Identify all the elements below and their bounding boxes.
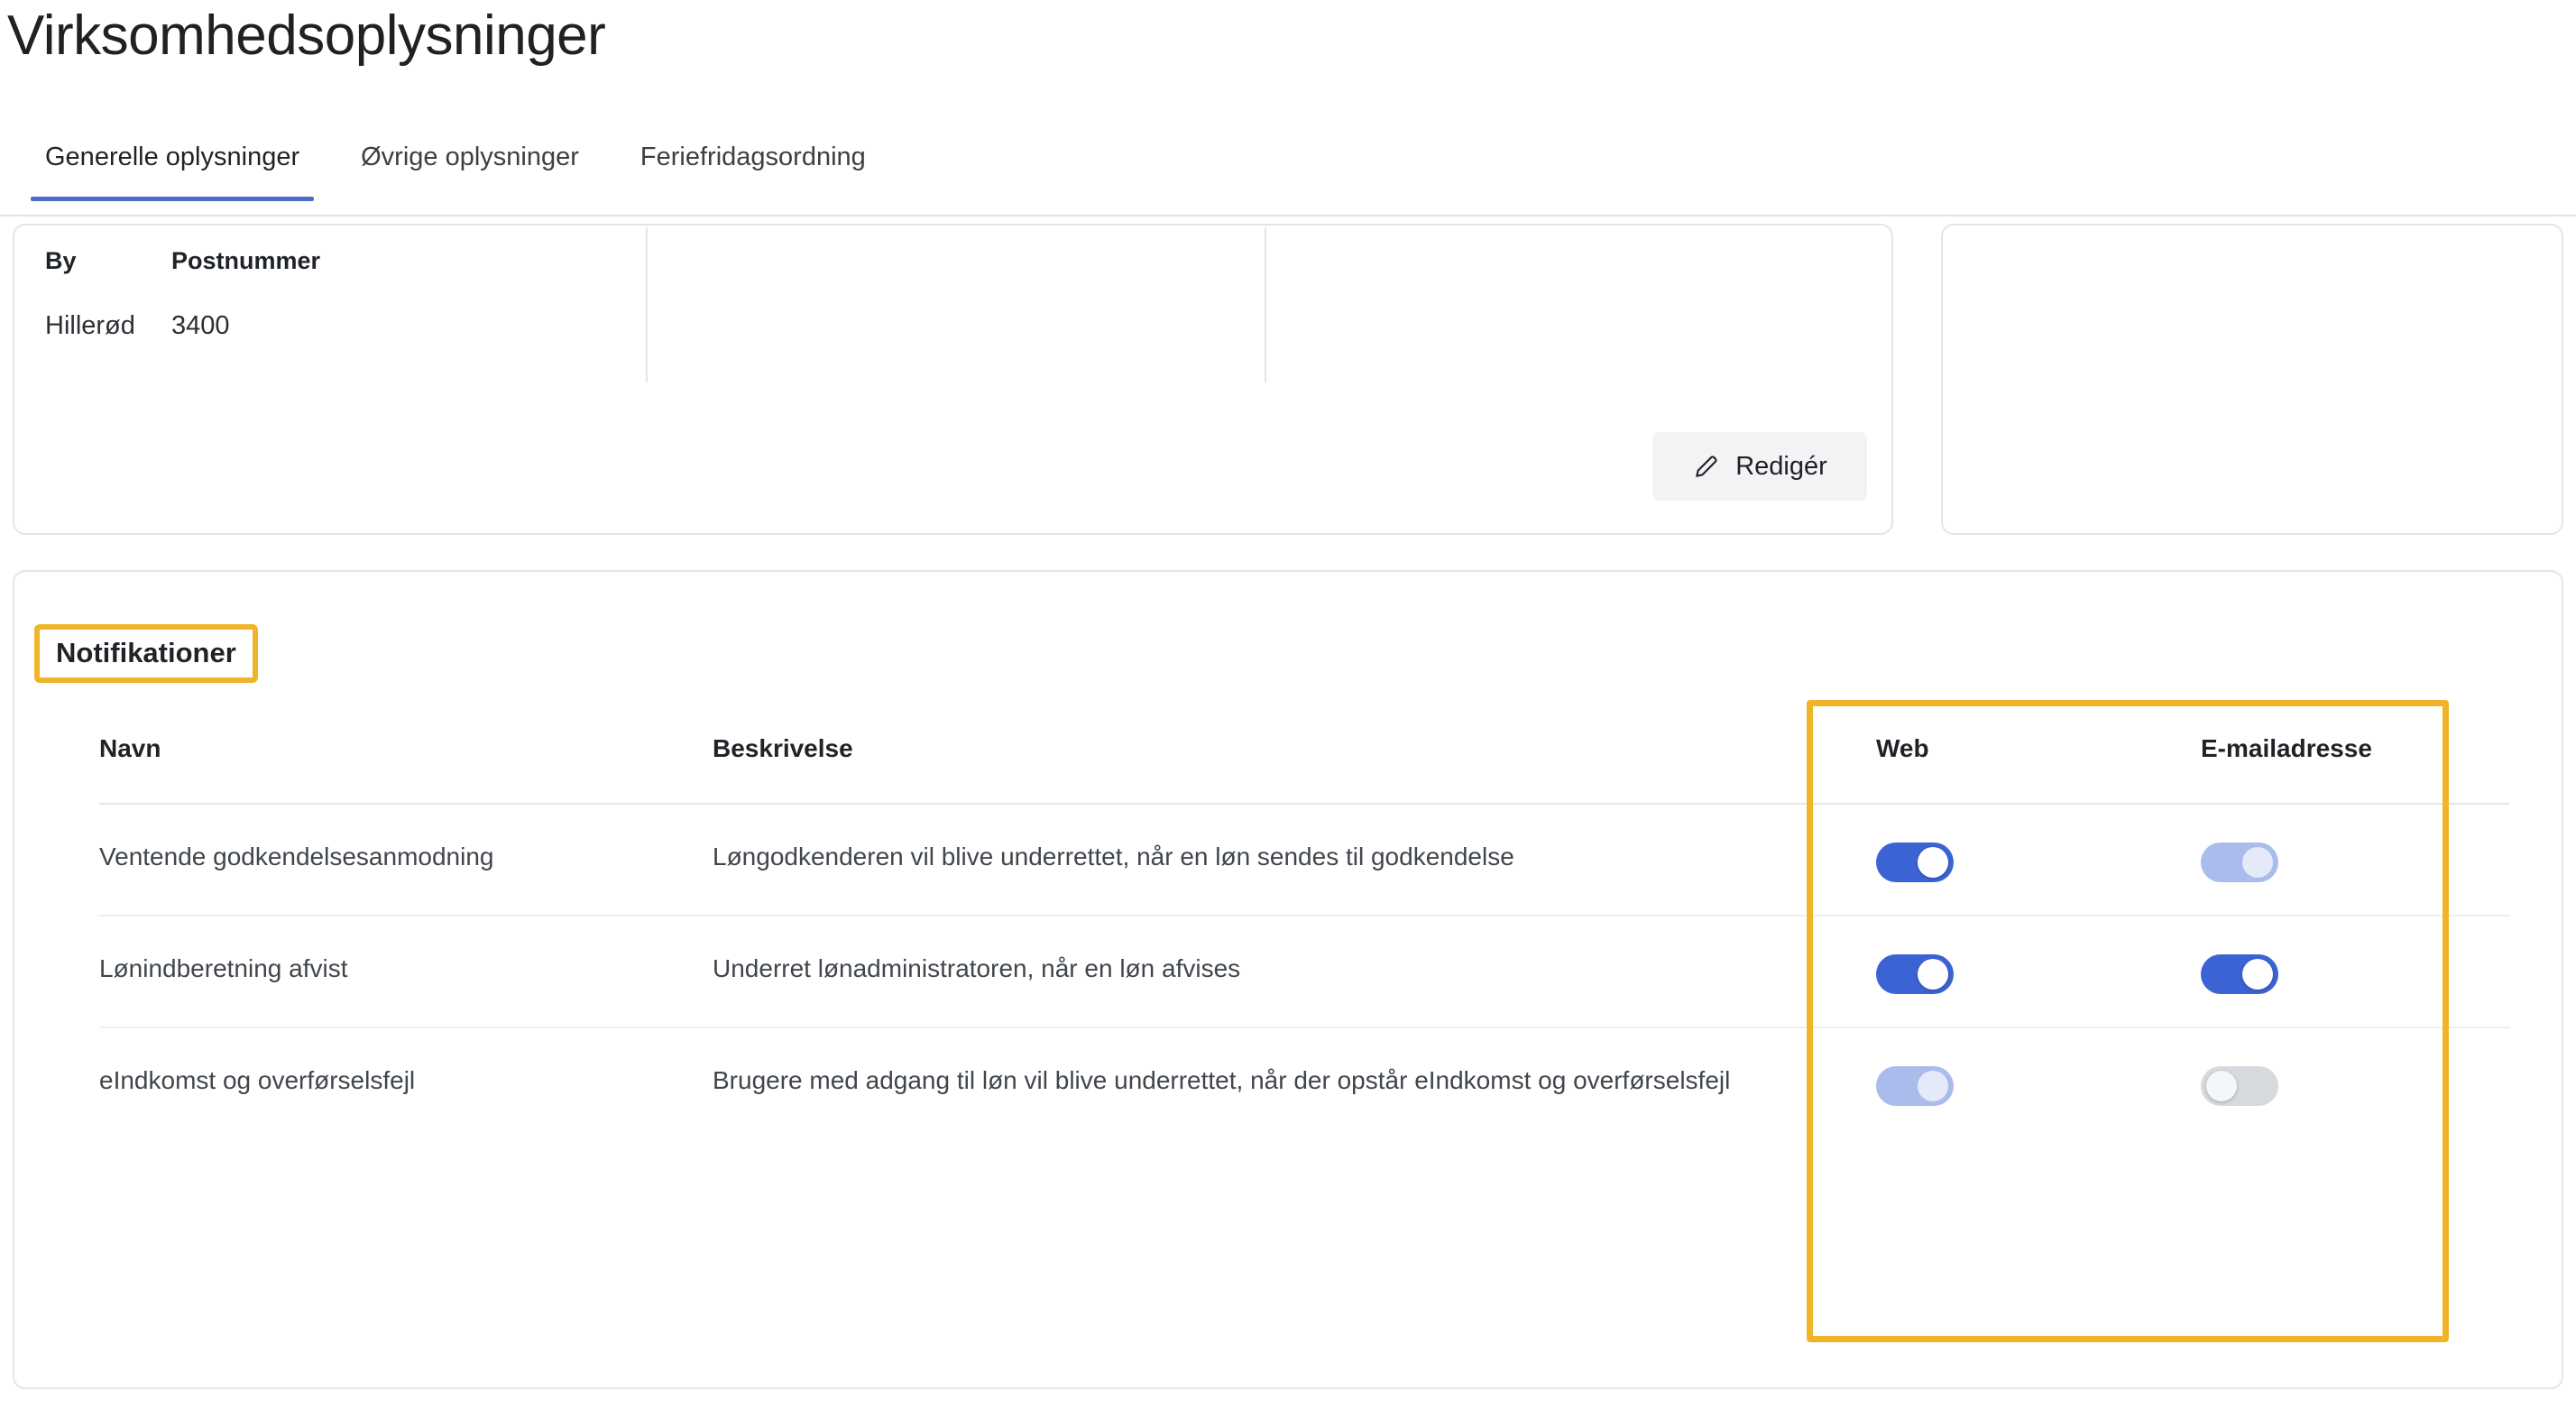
notifications-title-highlight: [34, 624, 258, 683]
side-info-card: [1941, 224, 2563, 535]
tab-ovrige-oplysninger[interactable]: Øvrige oplysninger: [361, 143, 579, 171]
zip-value: 3400: [171, 311, 230, 340]
notifications-card: [13, 570, 2563, 1389]
toggle-knob: [2206, 1071, 2237, 1101]
notification-description: Brugere med adgang til løn vil blive underrettet, når der opstår eIndkomst og overførselsfejl: [713, 1066, 1731, 1094]
table-header-row: [99, 734, 2509, 804]
notification-description: Løngodkenderen vil blive underrettet, når en løn sendes til godkendelse: [713, 804, 1876, 916]
page-title: Virksomhedsoplysninger: [7, 5, 606, 67]
company-info-card: [13, 224, 1893, 535]
column-divider: [646, 227, 648, 382]
pencil-icon: [1692, 452, 1721, 481]
zip-column: [171, 247, 320, 341]
tab-feriefridagsordning[interactable]: Feriefridagsordning: [639, 143, 866, 171]
city-column: [45, 247, 171, 341]
table-row: [99, 1027, 2509, 1138]
web-toggle[interactable]: [1876, 843, 1954, 882]
edit-button[interactable]: [1652, 432, 1867, 501]
column-header-description: Beskrivelse: [713, 734, 1876, 804]
toggle-knob: [2242, 847, 2273, 878]
column-divider: [1265, 227, 1266, 382]
web-toggle[interactable]: [1876, 1066, 1954, 1106]
web-toggle[interactable]: [1876, 954, 1954, 994]
notification-name: eIndkomst og overførselsfejl: [99, 1066, 416, 1094]
web-toggle-cell: [1876, 1027, 2201, 1138]
tab-generelle-oplysninger[interactable]: Generelle oplysninger: [14, 126, 330, 199]
email-toggle[interactable]: [2201, 1066, 2278, 1106]
toggle-knob: [1918, 959, 1948, 990]
notification-name: Ventende godkendelsesanmodning: [99, 804, 713, 916]
email-toggle-cell: [2201, 916, 2509, 1027]
edit-button-label: Redigér: [1735, 451, 1827, 481]
notifications-title: Notifikationer: [56, 637, 236, 668]
notifications-table: [99, 734, 2509, 1138]
email-toggle[interactable]: [2201, 843, 2278, 882]
toggle-knob: [1918, 847, 1948, 878]
city-header: By: [45, 247, 77, 274]
email-toggle[interactable]: [2201, 954, 2278, 994]
city-value: Hillerød: [45, 311, 135, 340]
email-toggle-cell: [2201, 1027, 2509, 1138]
zip-header: Postnummer: [171, 247, 321, 274]
toggle-knob: [2242, 959, 2273, 990]
email-toggle-cell: [2201, 804, 2509, 916]
toggle-knob: [1918, 1071, 1948, 1101]
address-block: [45, 247, 320, 341]
notification-name: Lønindberetning afvist: [99, 916, 713, 1027]
web-toggle-cell: [1876, 916, 2201, 1027]
column-header-web: Web: [1876, 734, 2201, 804]
web-toggle-cell: [1876, 804, 2201, 916]
tab-bar: [0, 126, 2576, 216]
column-header-email: E-mailadresse: [2201, 734, 2509, 804]
table-row: [99, 916, 2509, 1027]
table-row: [99, 804, 2509, 916]
notification-description: Underret lønadministratoren, når en løn afvises: [713, 916, 1876, 1027]
column-header-name: Navn: [99, 734, 713, 804]
